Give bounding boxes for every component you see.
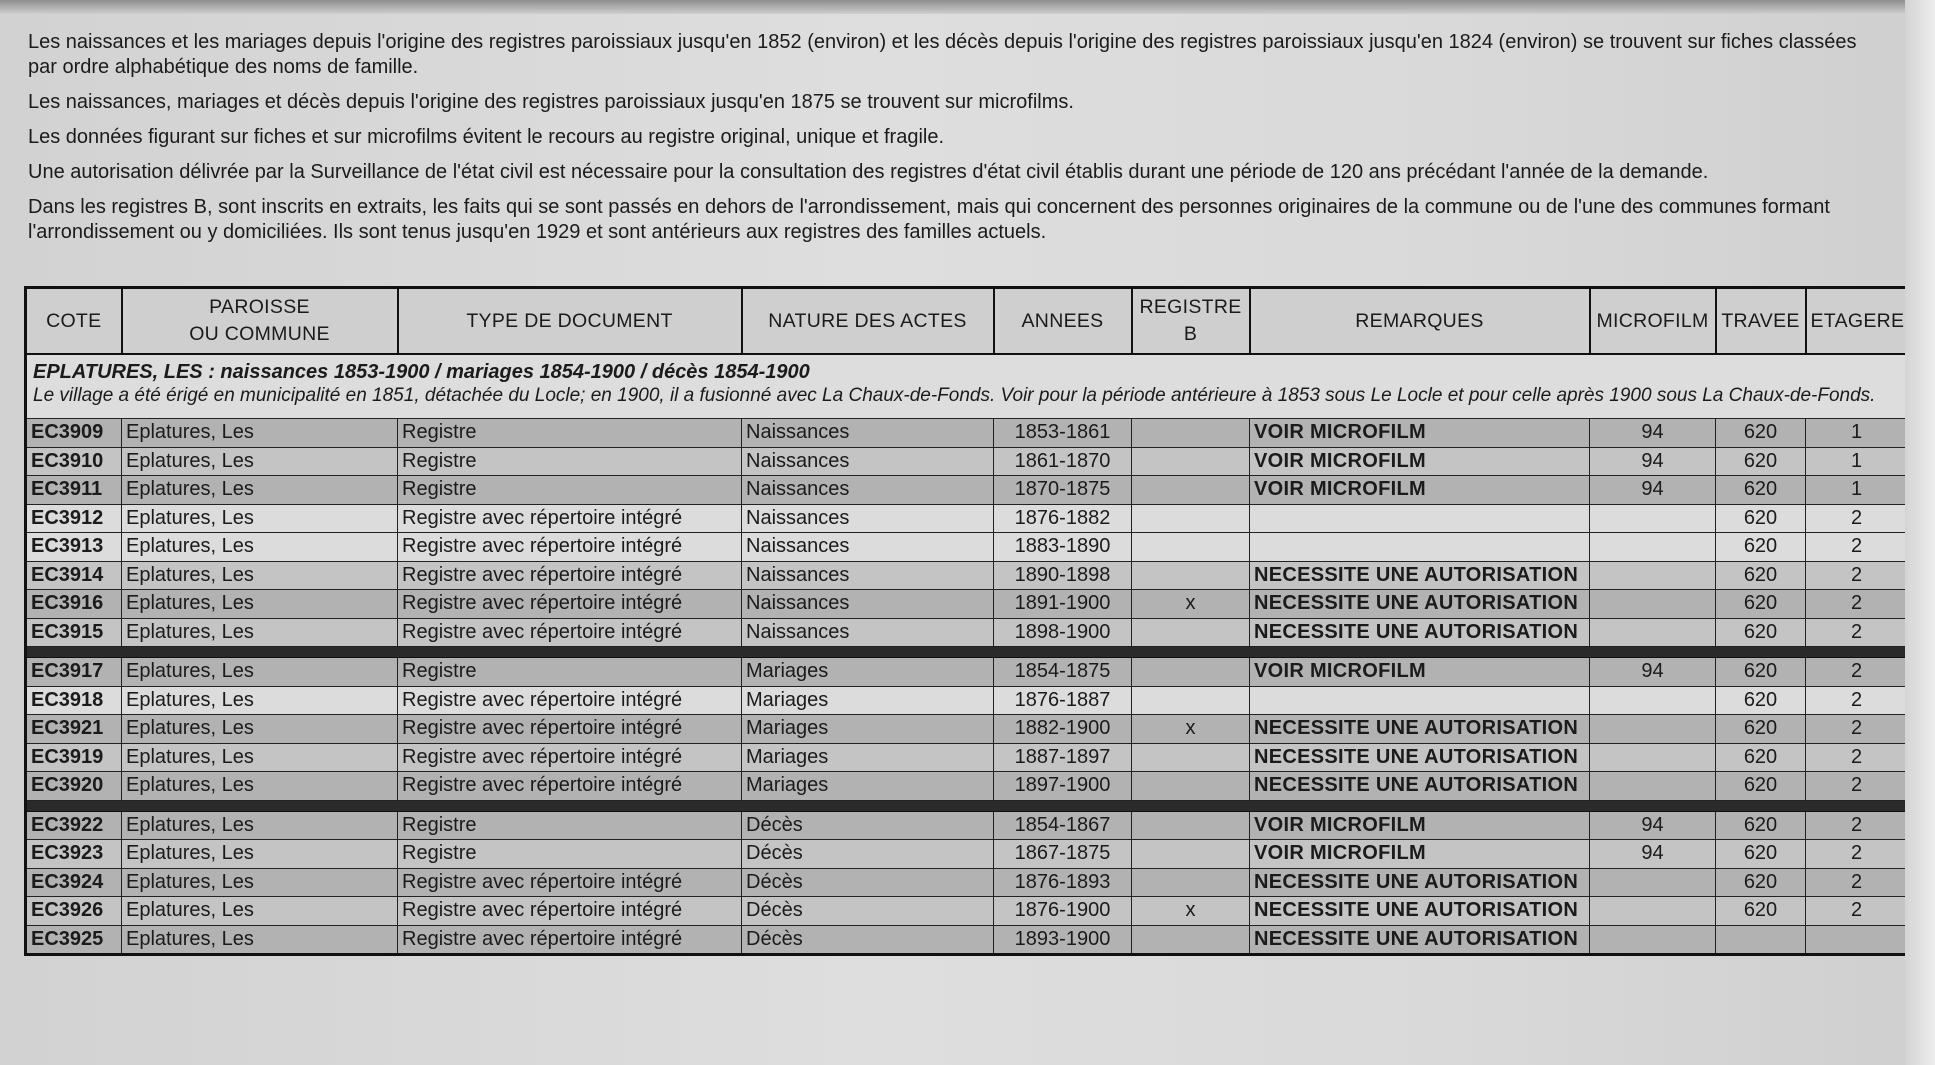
table-row bbox=[26, 897, 1909, 926]
cell-commune: Eplatures, Les bbox=[122, 715, 398, 744]
cell-nature: Mariages bbox=[742, 743, 994, 772]
cell-nature: Naissances bbox=[742, 476, 994, 505]
cell-nature: Mariages bbox=[742, 715, 994, 744]
cell-nature: Décès bbox=[742, 840, 994, 869]
cell-commune: Eplatures, Les bbox=[122, 658, 398, 687]
cell-microfilm bbox=[1590, 868, 1716, 897]
cell-etagere: 2 bbox=[1806, 561, 1909, 590]
intro-paragraph: Les données figurant sur fiches et sur microfilms évitent le recours au registre original, unique et fragile. bbox=[28, 126, 945, 148]
cell-etagere: 2 bbox=[1806, 743, 1909, 772]
cell-commune: Eplatures, Les bbox=[122, 686, 398, 715]
table-row bbox=[26, 618, 1909, 647]
cell-cote: EC3923 bbox=[26, 840, 122, 869]
table-row bbox=[26, 476, 1909, 505]
cell-microfilm: 94 bbox=[1590, 840, 1716, 869]
table-row bbox=[26, 925, 1909, 955]
table-row bbox=[26, 504, 1909, 533]
cell-registre-b bbox=[1132, 840, 1250, 869]
cell-type: Registre avec répertoire intégré bbox=[398, 715, 742, 744]
cell-commune: Eplatures, Les bbox=[122, 590, 398, 619]
table-row bbox=[26, 811, 1909, 840]
cell-registre-b bbox=[1132, 658, 1250, 687]
cell-annees: 1876-1893 bbox=[994, 868, 1132, 897]
cell-type: Registre bbox=[398, 658, 742, 687]
cell-nature: Naissances bbox=[742, 533, 994, 562]
cell-etagere: 2 bbox=[1806, 618, 1909, 647]
cell-annees: 1882-1900 bbox=[994, 715, 1132, 744]
col-header-registre-b: REGISTRE B bbox=[1132, 288, 1250, 355]
cell-microfilm bbox=[1590, 743, 1716, 772]
cell-travee: 620 bbox=[1716, 840, 1806, 869]
cell-registre-b bbox=[1132, 686, 1250, 715]
group-separator bbox=[26, 647, 1909, 658]
col-header-travee: TRAVEE bbox=[1716, 288, 1806, 355]
cell-registre-b bbox=[1132, 811, 1250, 840]
cell-remarques: NECESSITE UNE AUTORISATION bbox=[1250, 618, 1590, 647]
table-header-row bbox=[26, 288, 1909, 355]
cell-travee: 620 bbox=[1716, 658, 1806, 687]
cell-microfilm bbox=[1590, 590, 1716, 619]
table-row bbox=[26, 561, 1909, 590]
cell-type: Registre avec répertoire intégré bbox=[398, 590, 742, 619]
cell-annees: 1883-1890 bbox=[994, 533, 1132, 562]
col-header-etagere: ETAGERE bbox=[1806, 288, 1909, 355]
cell-microfilm bbox=[1590, 686, 1716, 715]
cell-cote: EC3915 bbox=[26, 618, 122, 647]
cell-nature: Naissances bbox=[742, 561, 994, 590]
cell-commune: Eplatures, Les bbox=[122, 897, 398, 926]
cell-registre-b: x bbox=[1132, 715, 1250, 744]
cell-remarques bbox=[1250, 533, 1590, 562]
cell-travee: 620 bbox=[1716, 897, 1806, 926]
cell-type: Registre avec répertoire intégré bbox=[398, 686, 742, 715]
cell-type: Registre avec répertoire intégré bbox=[398, 925, 742, 955]
table-row bbox=[26, 715, 1909, 744]
col-header-nature: NATURE DES ACTES bbox=[742, 288, 994, 355]
col-header-annees: ANNEES bbox=[994, 288, 1132, 355]
cell-microfilm: 94 bbox=[1590, 476, 1716, 505]
cell-nature: Naissances bbox=[742, 419, 994, 448]
cell-cote: EC3920 bbox=[26, 772, 122, 801]
cell-type: Registre bbox=[398, 840, 742, 869]
cell-travee: 620 bbox=[1716, 618, 1806, 647]
cell-registre-b: x bbox=[1132, 590, 1250, 619]
cell-microfilm bbox=[1590, 504, 1716, 533]
cell-travee bbox=[1716, 925, 1806, 955]
cell-travee: 620 bbox=[1716, 686, 1806, 715]
group-separator-cell bbox=[26, 800, 1909, 811]
group-separator bbox=[26, 800, 1909, 811]
register-table bbox=[24, 286, 1910, 956]
section-header-row bbox=[26, 354, 1909, 419]
col-header-microfilm: MICROFILM bbox=[1590, 288, 1716, 355]
cell-travee: 620 bbox=[1716, 476, 1806, 505]
cell-type: Registre avec répertoire intégré bbox=[398, 561, 742, 590]
cell-type: Registre avec répertoire intégré bbox=[398, 897, 742, 926]
cell-commune: Eplatures, Les bbox=[122, 743, 398, 772]
cell-microfilm bbox=[1590, 618, 1716, 647]
cell-annees: 1861-1870 bbox=[994, 447, 1132, 476]
col-header-commune: PAROISSE OU COMMUNE bbox=[122, 288, 398, 355]
cell-travee: 620 bbox=[1716, 868, 1806, 897]
cell-etagere: 1 bbox=[1806, 476, 1909, 505]
cell-commune: Eplatures, Les bbox=[122, 419, 398, 448]
cell-type: Registre avec répertoire intégré bbox=[398, 618, 742, 647]
cell-registre-b bbox=[1132, 561, 1250, 590]
cell-microfilm bbox=[1590, 925, 1716, 955]
cell-nature: Décès bbox=[742, 868, 994, 897]
cell-annees: 1893-1900 bbox=[994, 925, 1132, 955]
cell-remarques: VOIR MICROFILM bbox=[1250, 811, 1590, 840]
table-row bbox=[26, 658, 1909, 687]
cell-commune: Eplatures, Les bbox=[122, 925, 398, 955]
cell-commune: Eplatures, Les bbox=[122, 811, 398, 840]
cell-cote: EC3919 bbox=[26, 743, 122, 772]
cell-etagere: 1 bbox=[1806, 419, 1909, 448]
cell-etagere: 2 bbox=[1806, 868, 1909, 897]
cell-travee: 620 bbox=[1716, 811, 1806, 840]
cell-remarques: VOIR MICROFILM bbox=[1250, 476, 1590, 505]
cell-remarques: NECESSITE UNE AUTORISATION bbox=[1250, 897, 1590, 926]
cell-registre-b bbox=[1132, 618, 1250, 647]
cell-etagere: 2 bbox=[1806, 504, 1909, 533]
cell-microfilm: 94 bbox=[1590, 419, 1716, 448]
cell-etagere bbox=[1806, 925, 1909, 955]
cell-remarques: NECESSITE UNE AUTORISATION bbox=[1250, 925, 1590, 955]
cell-cote: EC3912 bbox=[26, 504, 122, 533]
cell-etagere: 2 bbox=[1806, 533, 1909, 562]
cell-etagere: 1 bbox=[1806, 447, 1909, 476]
table-row bbox=[26, 447, 1909, 476]
cell-annees: 1876-1900 bbox=[994, 897, 1132, 926]
cell-commune: Eplatures, Les bbox=[122, 476, 398, 505]
cell-type: Registre bbox=[398, 419, 742, 448]
cell-annees: 1887-1897 bbox=[994, 743, 1132, 772]
cell-commune: Eplatures, Les bbox=[122, 840, 398, 869]
cell-registre-b bbox=[1132, 419, 1250, 448]
cell-annees: 1876-1887 bbox=[994, 686, 1132, 715]
register-table-container bbox=[24, 286, 1907, 956]
cell-commune: Eplatures, Les bbox=[122, 618, 398, 647]
cell-travee: 620 bbox=[1716, 743, 1806, 772]
intro-text bbox=[28, 30, 1888, 255]
cell-etagere: 2 bbox=[1806, 686, 1909, 715]
cell-etagere: 2 bbox=[1806, 811, 1909, 840]
cell-remarques: NECESSITE UNE AUTORISATION bbox=[1250, 772, 1590, 801]
cell-nature: Mariages bbox=[742, 772, 994, 801]
cell-registre-b bbox=[1132, 925, 1250, 955]
cell-remarques: NECESSITE UNE AUTORISATION bbox=[1250, 715, 1590, 744]
cell-type: Registre avec répertoire intégré bbox=[398, 533, 742, 562]
cell-nature: Naissances bbox=[742, 618, 994, 647]
cell-cote: EC3926 bbox=[26, 897, 122, 926]
cell-travee: 620 bbox=[1716, 561, 1806, 590]
cell-cote: EC3914 bbox=[26, 561, 122, 590]
cell-microfilm: 94 bbox=[1590, 811, 1716, 840]
cell-travee: 620 bbox=[1716, 533, 1806, 562]
cell-registre-b bbox=[1132, 772, 1250, 801]
table-body bbox=[26, 354, 1909, 955]
cell-annees: 1867-1875 bbox=[994, 840, 1132, 869]
cell-etagere: 2 bbox=[1806, 590, 1909, 619]
table-row bbox=[26, 533, 1909, 562]
cell-etagere: 2 bbox=[1806, 772, 1909, 801]
cell-registre-b bbox=[1132, 504, 1250, 533]
cell-nature: Décès bbox=[742, 811, 994, 840]
cell-travee: 620 bbox=[1716, 504, 1806, 533]
table-row bbox=[26, 419, 1909, 448]
section-title: EPLATURES, LES : naissances 1853-1900 / mariages 1854-1900 / décès 1854-1900 bbox=[33, 361, 810, 383]
cell-cote: EC3911 bbox=[26, 476, 122, 505]
cell-cote: EC3916 bbox=[26, 590, 122, 619]
cell-etagere: 2 bbox=[1806, 658, 1909, 687]
cell-type: Registre bbox=[398, 447, 742, 476]
table-row bbox=[26, 686, 1909, 715]
cell-microfilm: 94 bbox=[1590, 658, 1716, 687]
cell-commune: Eplatures, Les bbox=[122, 533, 398, 562]
cell-travee: 620 bbox=[1716, 447, 1806, 476]
cell-etagere: 2 bbox=[1806, 840, 1909, 869]
cell-annees: 1853-1861 bbox=[994, 419, 1132, 448]
cell-registre-b bbox=[1132, 533, 1250, 562]
intro-paragraph: Une autorisation délivrée par la Surveillance de l'état civil est nécessaire pour la consultation des registres d'état civil établis durant une période de 120 ans précédant l'année de la demande. bbox=[28, 161, 1709, 183]
cell-commune: Eplatures, Les bbox=[122, 561, 398, 590]
cell-remarques: VOIR MICROFILM bbox=[1250, 658, 1590, 687]
cell-registre-b bbox=[1132, 743, 1250, 772]
cell-type: Registre avec répertoire intégré bbox=[398, 743, 742, 772]
section-header-cell bbox=[26, 354, 1909, 419]
cell-cote: EC3918 bbox=[26, 686, 122, 715]
cell-nature: Naissances bbox=[742, 504, 994, 533]
cell-annees: 1870-1875 bbox=[994, 476, 1132, 505]
cell-cote: EC3917 bbox=[26, 658, 122, 687]
group-separator-cell bbox=[26, 647, 1909, 658]
cell-annees: 1890-1898 bbox=[994, 561, 1132, 590]
cell-remarques: VOIR MICROFILM bbox=[1250, 419, 1590, 448]
cell-annees: 1891-1900 bbox=[994, 590, 1132, 619]
cell-remarques: NECESSITE UNE AUTORISATION bbox=[1250, 590, 1590, 619]
cell-nature: Naissances bbox=[742, 447, 994, 476]
table-row bbox=[26, 868, 1909, 897]
col-header-cote: COTE bbox=[26, 288, 122, 355]
cell-registre-b bbox=[1132, 447, 1250, 476]
cell-microfilm: 94 bbox=[1590, 447, 1716, 476]
cell-commune: Eplatures, Les bbox=[122, 868, 398, 897]
cell-nature: Mariages bbox=[742, 658, 994, 687]
intro-paragraph: Les naissances et les mariages depuis l'origine des registres paroissiaux jusqu'en 1852 (environ) et les décès depuis l'origine des registres paroissiaux jusqu'en 1824 (environ) se trouvent sur fiches classées par ordre alphabétique des noms de famille. bbox=[28, 31, 1857, 78]
cell-remarques: VOIR MICROFILM bbox=[1250, 840, 1590, 869]
col-header-remarques: REMARQUES bbox=[1250, 288, 1590, 355]
cell-annees: 1854-1867 bbox=[994, 811, 1132, 840]
cell-nature: Décès bbox=[742, 897, 994, 926]
cell-commune: Eplatures, Les bbox=[122, 772, 398, 801]
cell-registre-b bbox=[1132, 476, 1250, 505]
cell-cote: EC3921 bbox=[26, 715, 122, 744]
cell-remarques: NECESSITE UNE AUTORISATION bbox=[1250, 868, 1590, 897]
cell-commune: Eplatures, Les bbox=[122, 504, 398, 533]
intro-paragraph: Les naissances, mariages et décès depuis l'origine des registres paroissiaux jusqu'en 1875 se trouvent sur microfilms. bbox=[28, 91, 1074, 113]
cell-remarques bbox=[1250, 686, 1590, 715]
cell-cote: EC3925 bbox=[26, 925, 122, 955]
cell-travee: 620 bbox=[1716, 590, 1806, 619]
cell-annees: 1897-1900 bbox=[994, 772, 1132, 801]
cell-type: Registre avec répertoire intégré bbox=[398, 868, 742, 897]
cell-cote: EC3909 bbox=[26, 419, 122, 448]
cell-type: Registre avec répertoire intégré bbox=[398, 772, 742, 801]
cell-registre-b bbox=[1132, 868, 1250, 897]
cell-remarques: NECESSITE UNE AUTORISATION bbox=[1250, 743, 1590, 772]
cell-microfilm bbox=[1590, 897, 1716, 926]
cell-type: Registre bbox=[398, 476, 742, 505]
cell-registre-b: x bbox=[1132, 897, 1250, 926]
cell-travee: 620 bbox=[1716, 772, 1806, 801]
cell-cote: EC3924 bbox=[26, 868, 122, 897]
cell-cote: EC3910 bbox=[26, 447, 122, 476]
cell-remarques: VOIR MICROFILM bbox=[1250, 447, 1590, 476]
cell-travee: 620 bbox=[1716, 419, 1806, 448]
cell-remarques bbox=[1250, 504, 1590, 533]
cell-commune: Eplatures, Les bbox=[122, 447, 398, 476]
cell-etagere: 2 bbox=[1806, 897, 1909, 926]
cell-nature: Naissances bbox=[742, 590, 994, 619]
cell-annees: 1898-1900 bbox=[994, 618, 1132, 647]
section-note: Le village a été érigé en municipalité en 1851, détachée du Locle; en 1900, il a fusionné avec La Chaux-de-Fonds. Voir pour la période antérieure à 1853 sous Le Locle et pour celle après 1900 sous La Chaux-de-Fonds. bbox=[33, 385, 1876, 406]
cell-type: Registre bbox=[398, 811, 742, 840]
table-row bbox=[26, 772, 1909, 801]
col-header-type: TYPE DE DOCUMENT bbox=[398, 288, 742, 355]
cell-cote: EC3922 bbox=[26, 811, 122, 840]
cell-annees: 1876-1882 bbox=[994, 504, 1132, 533]
cell-microfilm bbox=[1590, 715, 1716, 744]
cell-nature: Décès bbox=[742, 925, 994, 955]
cell-microfilm bbox=[1590, 772, 1716, 801]
cell-cote: EC3913 bbox=[26, 533, 122, 562]
table-row bbox=[26, 590, 1909, 619]
cell-remarques: NECESSITE UNE AUTORISATION bbox=[1250, 561, 1590, 590]
cell-etagere: 2 bbox=[1806, 715, 1909, 744]
cell-type: Registre avec répertoire intégré bbox=[398, 504, 742, 533]
cell-microfilm bbox=[1590, 533, 1716, 562]
table-row bbox=[26, 743, 1909, 772]
cell-annees: 1854-1875 bbox=[994, 658, 1132, 687]
cell-travee: 620 bbox=[1716, 715, 1806, 744]
cell-nature: Mariages bbox=[742, 686, 994, 715]
intro-paragraph: Dans les registres B, sont inscrits en extraits, les faits qui se sont passés en dehors de l'arrondissement, mais qui concernent des personnes originaires de la commune ou de l'une des communes formant l'arrondissement ou y domiciliées. Ils sont tenus jusqu'en 1929 et sont antérieurs aux registres des familles actuels. bbox=[28, 196, 1830, 243]
cell-microfilm bbox=[1590, 561, 1716, 590]
table-row bbox=[26, 840, 1909, 869]
